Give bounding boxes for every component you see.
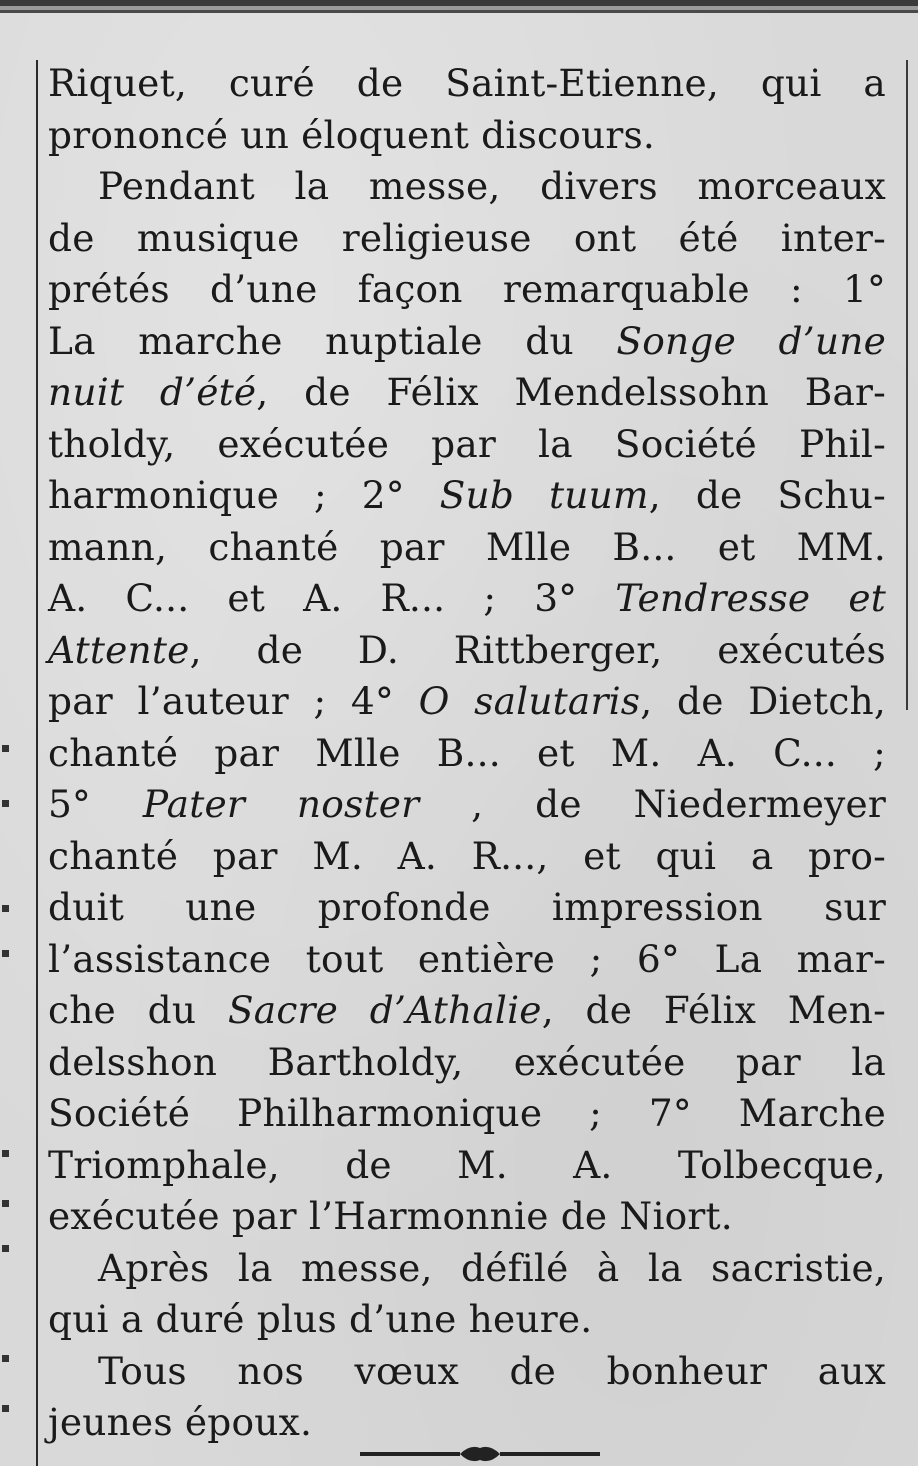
article-line	[48, 779, 886, 831]
article-text-run: tholdy, exécutée par la Société Phil-	[48, 421, 886, 466]
article-line	[48, 316, 886, 368]
article-text-run: , de Schu-	[648, 473, 886, 517]
article-line	[48, 1243, 886, 1295]
article-line	[48, 934, 886, 986]
article-text-run: prétés d’une façon remarquable : 1°	[48, 267, 886, 311]
article-line	[48, 831, 886, 883]
article-italic-title: O salutaris	[418, 679, 641, 723]
article-italic-title: Songe d’une	[616, 318, 886, 363]
article-line	[48, 470, 886, 522]
end-ornament	[360, 1444, 600, 1464]
article-text-run: prononcé un éloquent discours.	[48, 112, 656, 157]
article-line	[48, 882, 886, 934]
article-line	[48, 1191, 886, 1243]
article-italic-title: nuit d’été	[48, 370, 257, 414]
article-text-run: harmonique ; 2°	[48, 473, 440, 517]
article-italic-title: Attente	[48, 627, 190, 672]
article-text-run: l’assistance tout entière ; 6° La mar-	[48, 936, 886, 981]
article-line	[48, 110, 886, 162]
column-rule-right	[906, 60, 908, 710]
article-text-run: chanté par M. A. R..., et qui a pro-	[48, 833, 886, 878]
article-text-run: 5°	[48, 782, 143, 826]
article-line	[48, 1037, 886, 1089]
article-italic-title: Tendresse et	[615, 576, 886, 620]
article-text-run: jeunes époux.	[48, 1400, 313, 1444]
article-line	[48, 625, 886, 677]
article-line	[48, 1294, 886, 1346]
article-text-run: , de Félix Men-	[541, 988, 887, 1032]
article-italic-title: Sub tuum	[439, 473, 649, 517]
article-text-run: La marche nuptiale du	[48, 318, 617, 363]
article-text-run: A. C... et A. R... ; 3°	[48, 576, 616, 620]
article-text-run: Riquet, curé de Saint-Etienne, qui a	[48, 61, 886, 105]
article-text-run: chanté par Mlle B... et M. A. C... ;	[48, 730, 886, 775]
article-text-run: exécutée par l’Harmonnie de Niort.	[48, 1194, 733, 1238]
column-rule-left	[36, 60, 38, 1466]
article-line	[48, 1397, 886, 1449]
article-line	[48, 676, 886, 728]
article-line	[48, 367, 886, 419]
article-text-run: che du	[48, 988, 228, 1032]
article-line	[48, 522, 886, 574]
article-line	[48, 161, 886, 213]
article-line	[48, 985, 886, 1037]
article-line	[48, 213, 886, 265]
article-text-run: qui a duré plus d’une heure.	[48, 1297, 593, 1341]
top-rule	[0, 0, 918, 18]
article-italic-title: Pater noster	[142, 782, 420, 826]
article-line	[48, 58, 886, 110]
article-text-run: duit une profonde impression sur	[48, 885, 886, 929]
article-line	[48, 419, 886, 471]
article-line	[48, 728, 886, 780]
article-line	[48, 573, 886, 625]
article-text-run: de musique religieuse ont été inter-	[48, 215, 886, 260]
article-line	[48, 264, 886, 316]
article-italic-title: Sacre d’Athalie	[227, 988, 542, 1032]
article-text-run: , de Dietch,	[640, 679, 887, 723]
article-text	[48, 58, 886, 1449]
article-text-run: , de D. Rittberger, exécutés	[189, 627, 886, 672]
article-text-run: , de Félix Mendelssohn Bar-	[256, 370, 887, 414]
article-text-run: Après la messe, défilé à la sacristie,	[98, 1245, 886, 1290]
article-text-run: Pendant la messe, divers morceaux	[98, 164, 886, 208]
article-text-run: Société Philharmonique ; 7° Marche	[48, 1091, 886, 1135]
article-line	[48, 1088, 886, 1140]
article-text-run: Tous nos vœux de bonheur aux	[98, 1348, 886, 1393]
article-text-run: mann, chanté par Mlle B... et MM.	[48, 524, 886, 569]
article-text-run: Triomphale, de M. A. Tolbecque,	[48, 1142, 886, 1187]
article-line	[48, 1346, 886, 1398]
article-text-run: , de Niedermeyer	[419, 782, 886, 826]
article-line	[48, 1140, 886, 1192]
article-text-run: par l’auteur ; 4°	[48, 679, 419, 723]
article-text-run: delsshon Bartholdy, exécutée par la	[48, 1039, 886, 1084]
